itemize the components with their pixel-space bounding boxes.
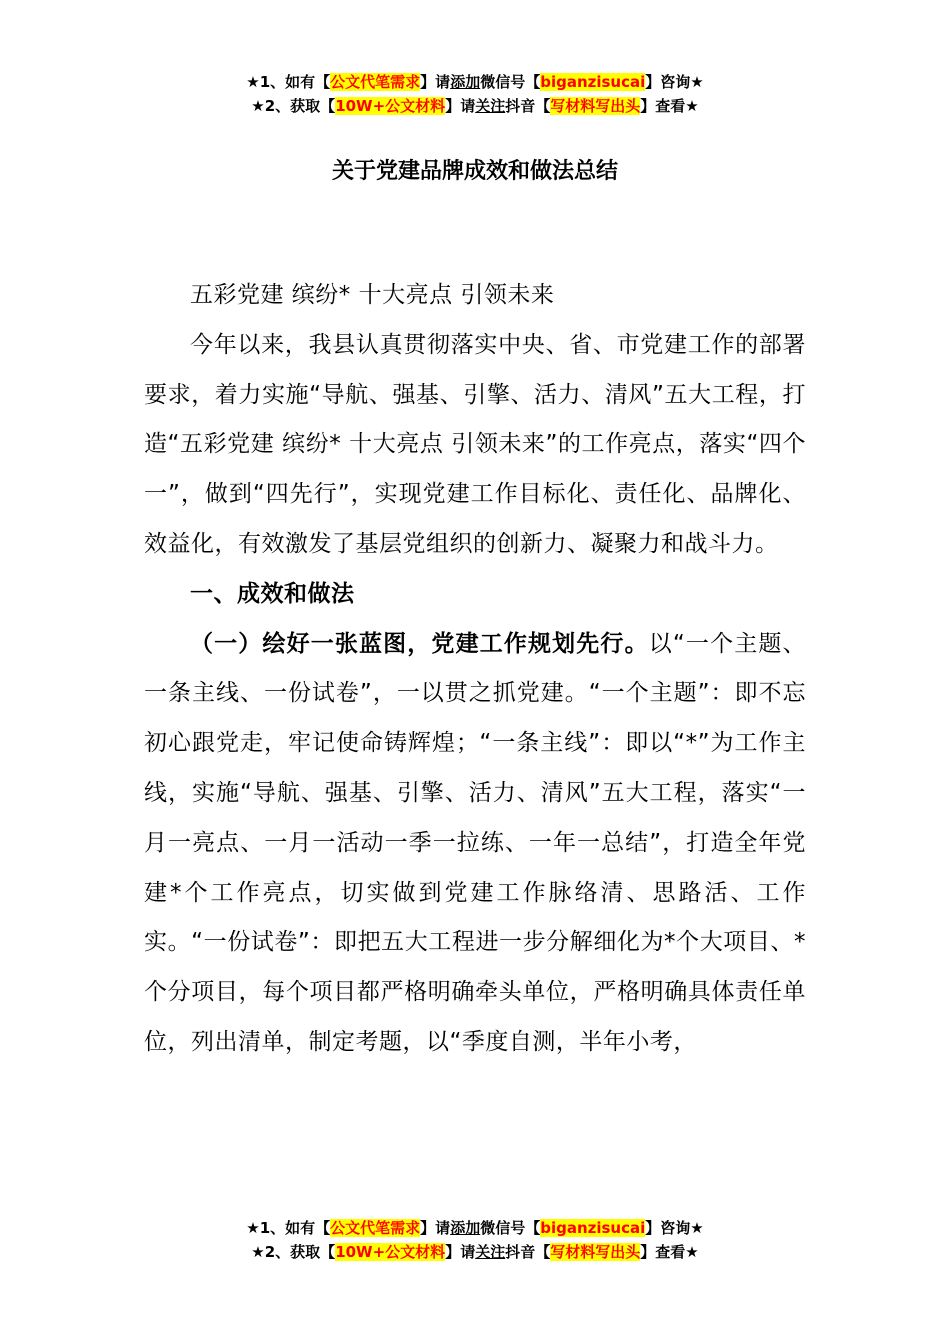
section-heading: 一、成效和做法	[190, 580, 355, 607]
document-subtitle: 五彩党建 缤纷* 十大亮点 引领未来	[190, 282, 555, 308]
document-body	[144, 271, 806, 1068]
banner-line-1: ★1、如有【公文代笔需求】请添加微信号【biganzisucai】咨询★	[246, 73, 704, 91]
banner-line-2: ★2、获取【10W+公文材料】请关注抖音【写材料写出头】查看★	[251, 97, 699, 115]
header-banner	[0, 70, 950, 118]
banner-highlight: 10W+公文材料	[335, 97, 446, 115]
banner-highlight: 写材料写出头	[550, 1243, 641, 1261]
banner-highlight: 公文代笔需求	[330, 73, 421, 91]
paragraph-intro: 今年以来，我县认真贯彻落实中央、省、市党建工作的部署要求，着力实施“导航、强基、引擎、活力、清风”五大工程，打造“五彩党建 缤纷* 十大亮点 引领未来”的工作亮点，落实“四个一”，做到“四先行”，实现党建工作目标化、责任化、品牌化、效益化，有效激发了基层党组织的创新力、凝聚力和战斗力。	[144, 331, 806, 557]
banner-highlight: biganzisucai	[540, 73, 646, 91]
paragraph-blueprint	[144, 620, 806, 1068]
banner-highlight: 写材料写出头	[550, 97, 641, 115]
document-title: 关于党建品牌成效和做法总结	[331, 159, 618, 184]
banner-line-1: ★1、如有【公文代笔需求】请添加微信号【biganzisucai】咨询★	[246, 1219, 704, 1237]
banner-highlight: biganzisucai	[540, 1219, 646, 1237]
paragraph-lead: （一）绘好一张蓝图，党建工作规划先行。	[190, 630, 649, 657]
banner-highlight: 10W+公文材料	[335, 1243, 446, 1261]
footer-banner	[0, 1216, 950, 1264]
paragraph-text: 以“一个主题、一条主线、一份试卷”，一以贯之抓党建。“一个主题”：即不忘初心跟党走，牢记使命铸辉煌；“一条主线”：即以“*”为工作主线，实施“导航、强基、引擎、活力、清风”五大工程，落实“一月一亮点、一月一活动一季一拉练、一年一总结”，打造全年党建*个工作亮点，切实做到党建工作脉络清、思路活、工作实。“一份试卷”：即把五大工程进一步分解细化为*个大项目、*个分项目，每个项目都严格明确牵头单位，严格明确具体责任单位，列出清单，制定考题，以“季度自测，半年小考，	[144, 630, 807, 1055]
banner-highlight: 公文代笔需求	[330, 1219, 421, 1237]
banner-line-2: ★2、获取【10W+公文材料】请关注抖音【写材料写出头】查看★	[251, 1243, 699, 1261]
